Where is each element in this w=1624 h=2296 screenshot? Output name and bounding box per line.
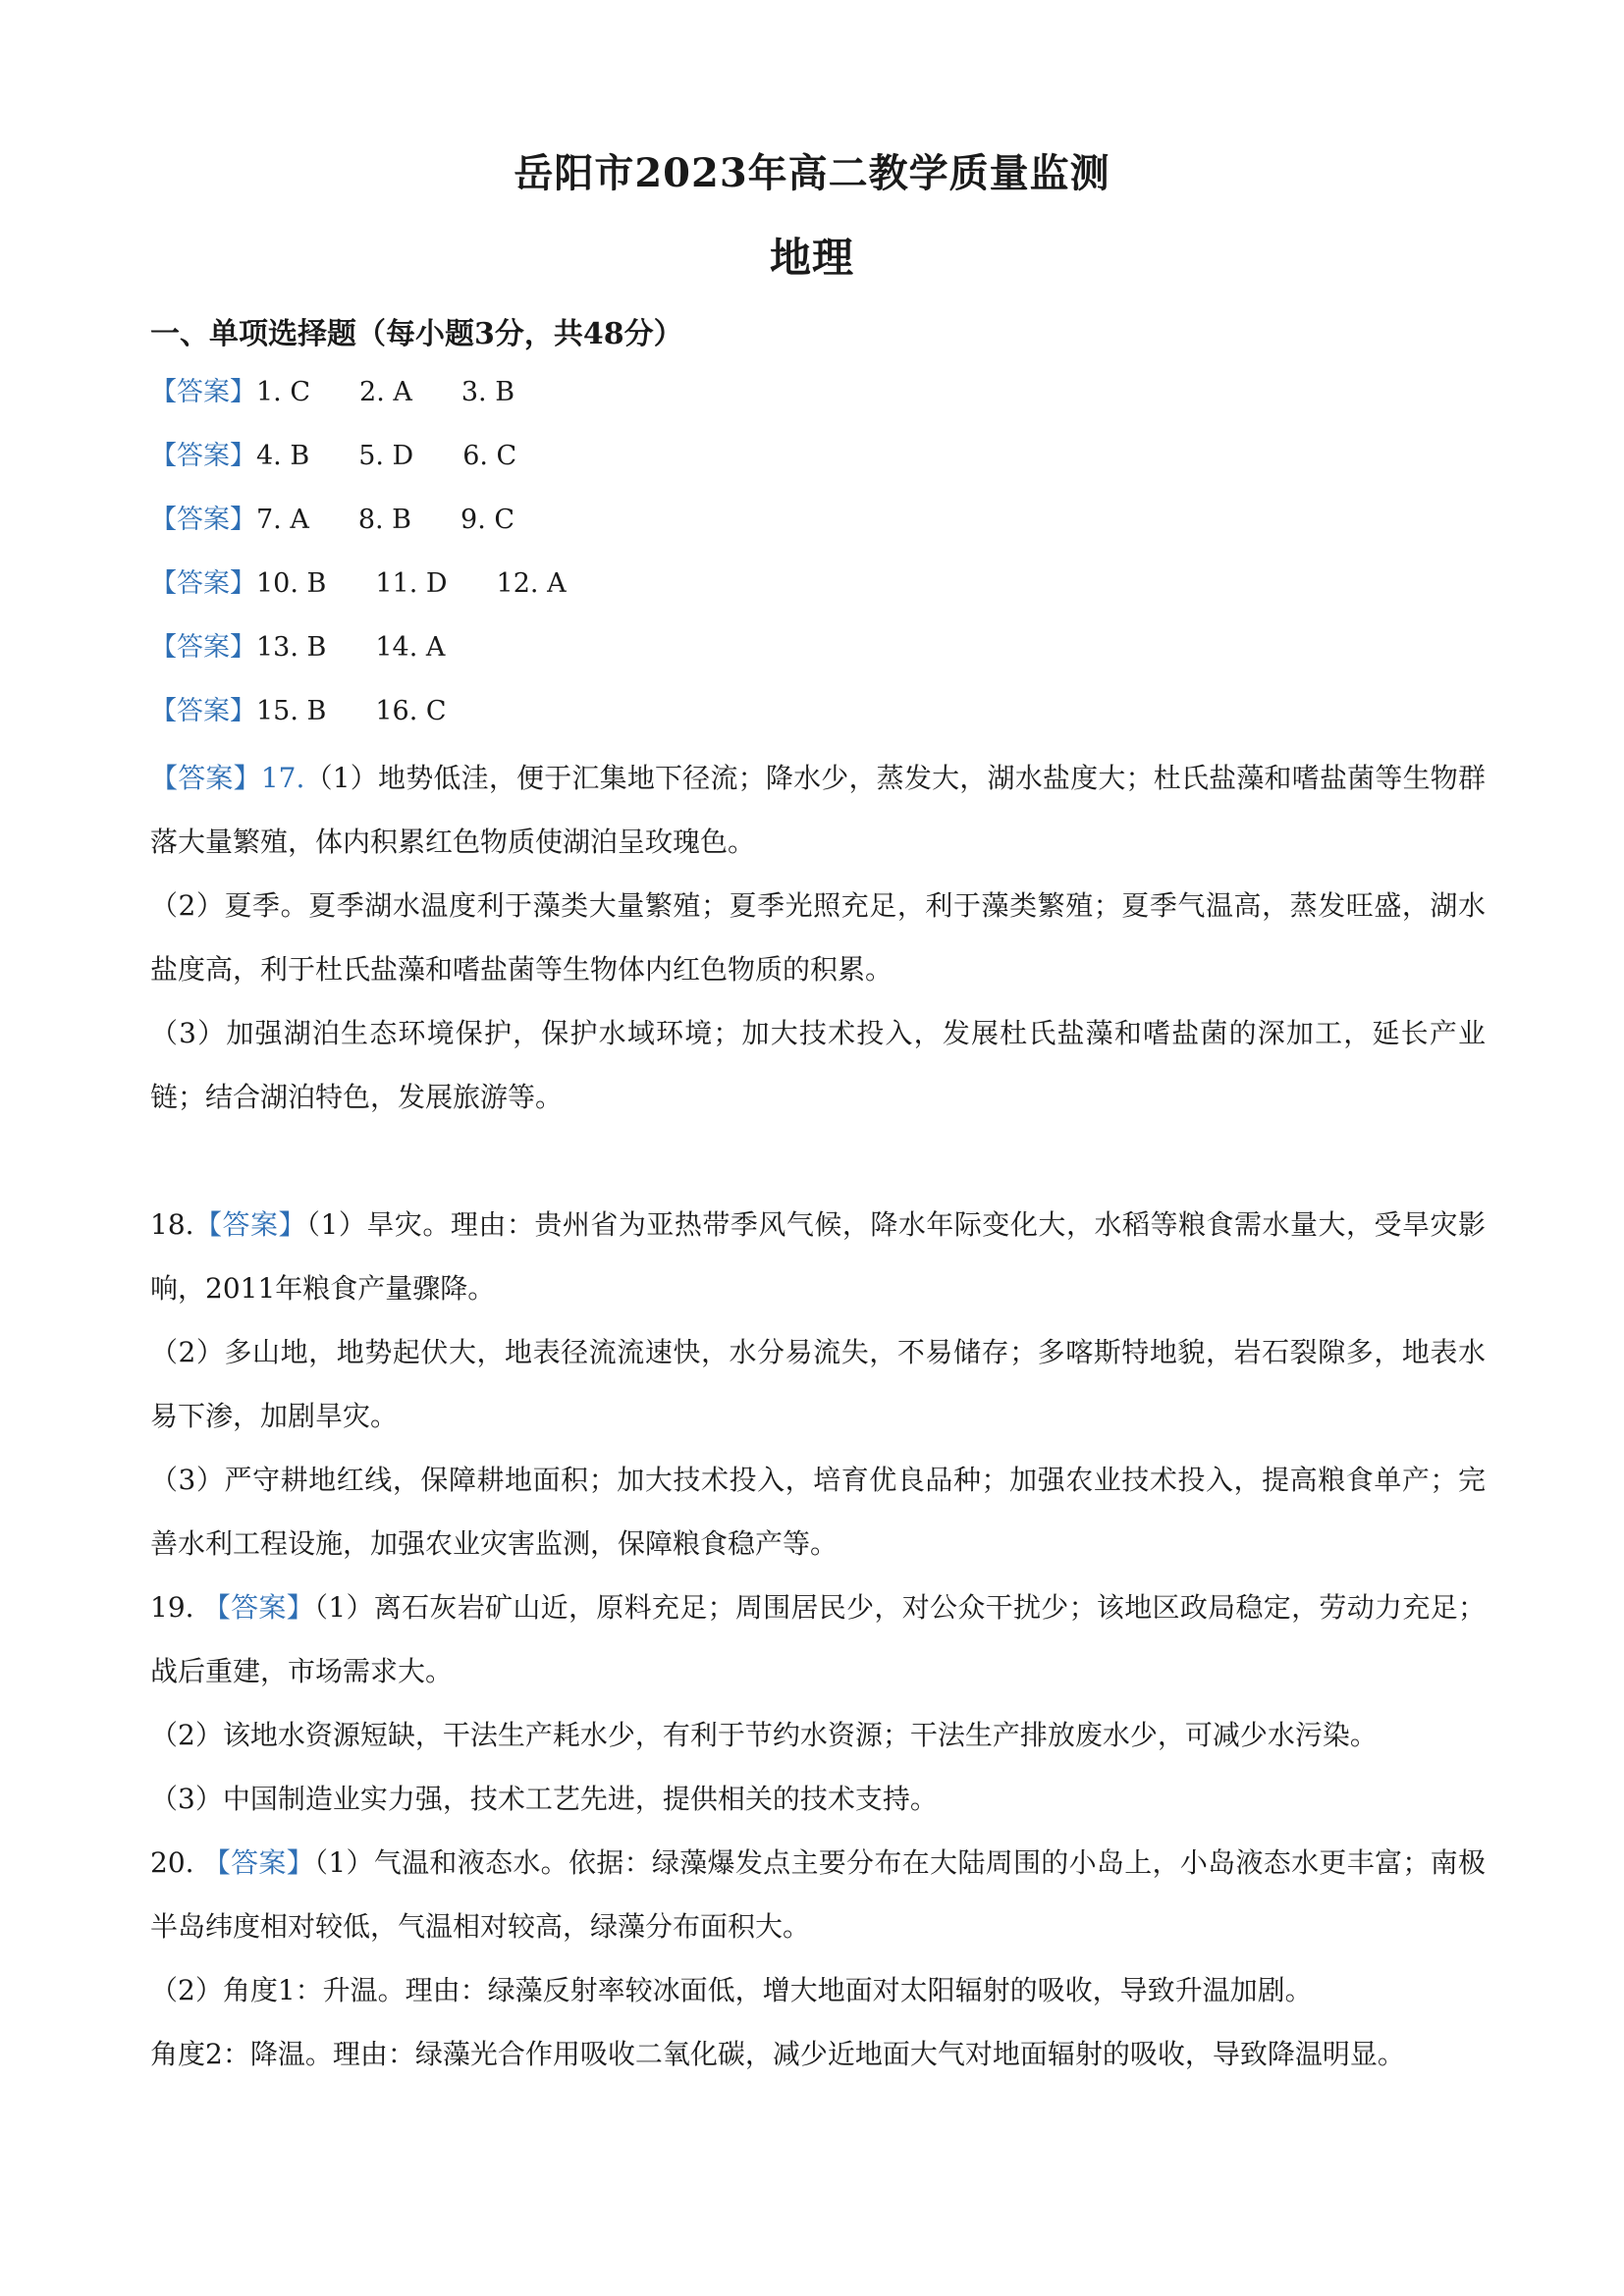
answer-item: 6. C [462, 441, 517, 471]
q17-para-2: （2）夏季。夏季湖水温度利于藻类大量繁殖；夏季光照充足，利于藻类繁殖；夏季气温高，蒸发旺盛，湖水盐度高，利于杜氏盐藻和嗜盐菌等生物体内红色物质的积累。 [150, 889, 1486, 986]
answer-text: （1）地势低洼，便于汇集地下径流；降水少，蒸发大，湖水盐度大；杜氏盐藻和嗜盐菌等生物群落大量繁殖，体内积累红色物质使湖泊呈玫瑰色。 [150, 762, 1486, 858]
answer-item: 11. D [375, 568, 448, 599]
answer-item: 7. A [256, 505, 309, 535]
answer-tag: 【答案】 [150, 762, 261, 794]
subject-title: 地理 [769, 234, 854, 282]
question-number: 18. [150, 1208, 194, 1241]
answer-row [150, 373, 1486, 437]
answer-item: 12. A [496, 568, 567, 599]
answer-tag: 【答案】 [150, 377, 256, 407]
question-17-answer [150, 746, 1486, 1129]
answer-text: （1）气温和液态水。依据：绿藻爆发点主要分布在大陆周围的小岛上，小岛液态水更丰富；南极半岛纬度相对较低，气温相对较高，绿藻分布面积大。 [150, 1846, 1486, 1943]
choice-answer-list [150, 373, 1486, 756]
page-title: 岳阳市2023年高二教学质量监测 [514, 150, 1110, 196]
answer-tag: 【答案】 [202, 1591, 315, 1624]
answer-item: 14. A [375, 632, 446, 663]
q19-para-3: （3）中国制造业实力强，技术工艺先进，提供相关的技术支持。 [150, 1783, 938, 1815]
answer-item: 8. B [357, 505, 412, 535]
answer-tag: 【答案】 [150, 441, 256, 471]
answer-text: （1）旱灾。理由：贵州省为亚热带季风气候，降水年际变化大，水稻等粮食需水量大，受旱灾影响，2011年粮食产量骤降。 [150, 1208, 1486, 1305]
answer-item: 9. C [460, 505, 515, 535]
answer-row [150, 564, 1486, 628]
question-number: 19. [150, 1591, 203, 1624]
answer-item: 5. D [358, 441, 414, 471]
q20-para-1 [150, 1831, 1486, 1958]
q17-para-3: （3）加强湖泊生态环境保护，保护水域环境；加大技术投入，发展杜氏盐藻和嗜盐菌的深加工，延长产业链；结合湖泊特色，发展旅游等。 [150, 1017, 1486, 1113]
section-heading: 一、单项选择题（每小题3分，共48分） [150, 317, 683, 351]
q19-para-1 [150, 1575, 1486, 1703]
answer-row [150, 628, 1486, 692]
q20-para-2: （2）角度1：升温。理由：绿藻反射率较冰面低，增大地面对太阳辐射的吸收，导致升温加剧。 [150, 1974, 1313, 2006]
answer-item: 4. B [256, 441, 310, 471]
answer-tag: 【答案】 [150, 505, 256, 535]
answer-item: 13. B [256, 632, 327, 663]
answer-tag: 【答案】 [150, 632, 256, 663]
answer-item: 3. B [460, 377, 515, 407]
answer-item: 10. B [256, 568, 327, 599]
answer-tag: 【答案】 [150, 568, 256, 599]
question-number: 20. [150, 1846, 203, 1879]
answer-tag: 【答案】 [150, 696, 256, 726]
answer-item: 1. C [256, 377, 311, 407]
answer-tag: 【答案】 [202, 1846, 315, 1879]
q18-para-1 [150, 1193, 1486, 1320]
questions-18-20-answers [150, 1193, 1486, 2086]
answer-item: 16. C [375, 696, 447, 726]
q18-para-2: （2）多山地，地势起伏大，地表径流流速快，水分易流失，不易储存；多喀斯特地貌，岩石裂隙多，地表水易下渗，加剧旱灾。 [150, 1336, 1486, 1432]
answer-item: 2. A [359, 377, 412, 407]
answer-item: 15. B [256, 696, 327, 726]
q17-para-1 [150, 746, 1486, 874]
q20-para-3: 角度2：降温。理由：绿藻光合作用吸收二氧化碳，减少近地面大气对地面辐射的吸收，导致降温明显。 [150, 2038, 1405, 2070]
answer-tag: 【答案】 [193, 1208, 307, 1241]
q18-para-3: （3）严守耕地红线，保障耕地面积；加大技术投入，培育优良品种；加强农业技术投入，提高粮食单产；完善水利工程设施，加强农业灾害监测，保障粮食稳产等。 [150, 1464, 1486, 1560]
answer-row [150, 437, 1486, 501]
question-number: 17. [260, 762, 305, 794]
answer-row [150, 501, 1486, 564]
answer-text: （1）离石灰岩矿山近，原料充足；周围居民少，对公众干扰少；该地区政局稳定，劳动力充足；战后重建，市场需求大。 [150, 1591, 1486, 1687]
q19-para-2: （2）该地水资源短缺，干法生产耗水少，有利于节约水资源；干法生产排放废水少，可减少水污染。 [150, 1719, 1378, 1751]
